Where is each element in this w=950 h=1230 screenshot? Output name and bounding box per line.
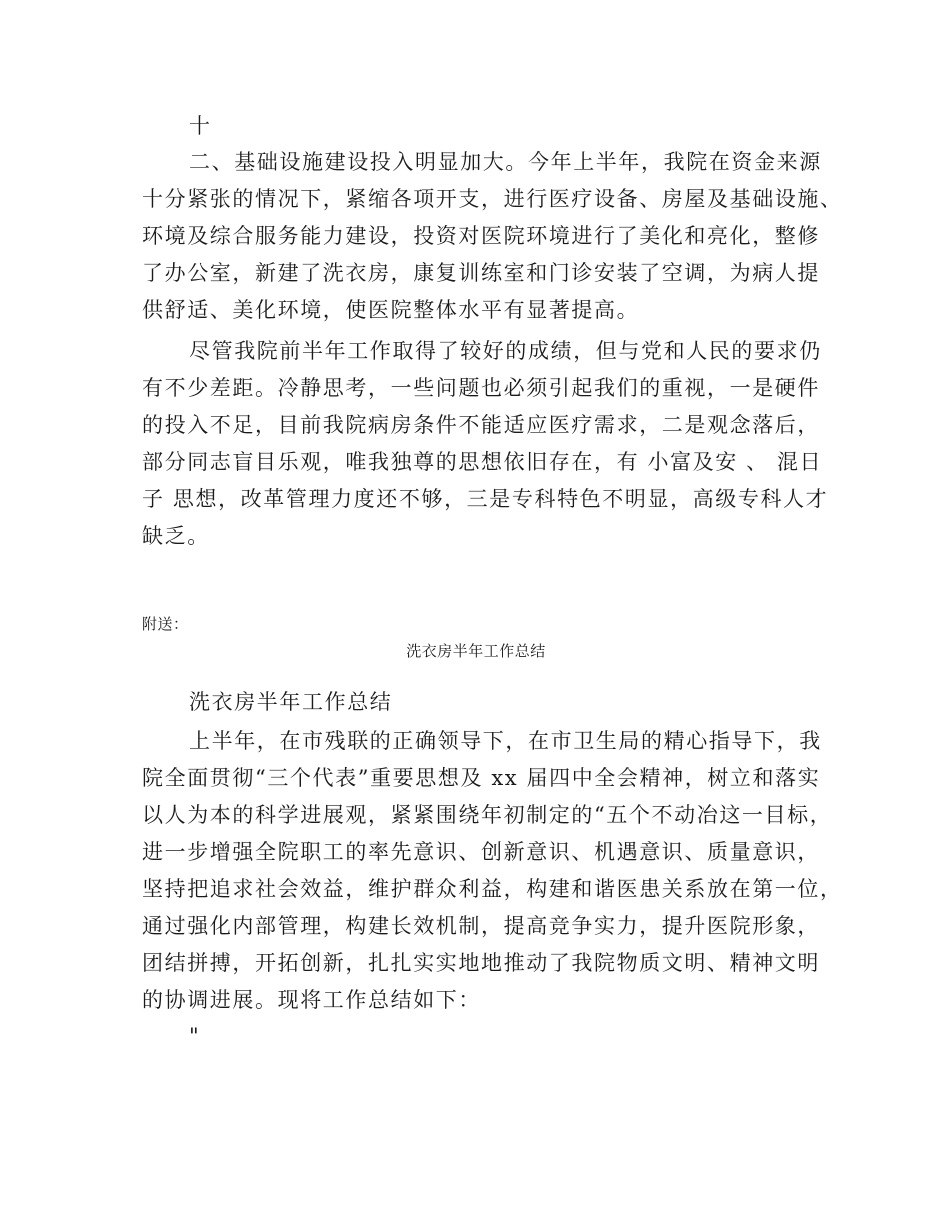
paragraph-line: 环境及综合服务能力建设，投资对医院环境进行了美化和亮化，整修 [142, 224, 820, 248]
paragraph-line: 院全面贯彻“三个代表”重要思想及 xx 届四中全会精神，树立和落实 [142, 766, 821, 790]
paragraph-line: 团结拼搏，开拓创新，扎扎实实地地推动了我院物质文明、精神文明 [142, 951, 820, 975]
paragraph-line: 上半年，在市残联的正确领导下，在市卫生局的精心指导下，我 [189, 729, 822, 753]
section-heading: 洗衣房半年工作总结 [189, 690, 393, 714]
paragraph-line: 有不少差距。冷静思考，一些问题也必须引起我们的重视，一是硬件 [142, 376, 820, 400]
paragraph-line: 供舒适、美化环境，使医院整体水平有显著提高。 [142, 298, 640, 322]
paragraph-line: 的投入不足，目前我院病房条件不能适应医疗需求，二是观念落后， [142, 413, 820, 437]
paragraph-line: 进一步增强全院职工的率先意识、创新意识、机遇意识、质量意识， [142, 840, 820, 864]
paragraph-line: 以人为本的科学进展观，紧紧围绕年初制定的“五个不动冶这一目标， [142, 803, 833, 827]
paragraph-line: 十分紧张的情况下，紧缩各项开支，进行医疗设备、房屋及基础设施、 [142, 187, 843, 211]
paragraph-line: 通过强化内部管理，构建长效机制，提高竞争实力，提升医院形象， [142, 914, 820, 938]
paragraph-line: 部分同志盲目乐观，唯我独尊的思想依旧存在，有 小富及安 、 混日 [142, 450, 823, 474]
paragraph-line: 了办公室，新建了洗衣房，康复训练室和门诊安装了空调，为病人提 [142, 261, 820, 285]
appendix-title: 洗衣房半年工作总结 [406, 642, 546, 660]
fragment-line: 十 [189, 114, 212, 138]
paragraph-line: 的协调进展。现将工作总结如下： [142, 988, 481, 1012]
paragraph-line: 尽管我院前半年工作取得了较好的成绩，但与党和人民的要求仍 [189, 339, 822, 363]
appendix-label: 附送： [142, 615, 189, 633]
trailing-mark: " [189, 1024, 201, 1048]
paragraph-line: 子 思想，改革管理力度还不够，三是专科特色不明显，高级专科人才 [142, 487, 829, 511]
paragraph-line: 缺乏。 [142, 524, 210, 548]
paragraph-line: 坚持把追求社会效益，维护群众利益，构建和谐医患关系放在第一位， [142, 877, 843, 901]
paragraph-line: 二、基础设施建设投入明显加大。今年上半年，我院在资金来源 [189, 150, 822, 174]
